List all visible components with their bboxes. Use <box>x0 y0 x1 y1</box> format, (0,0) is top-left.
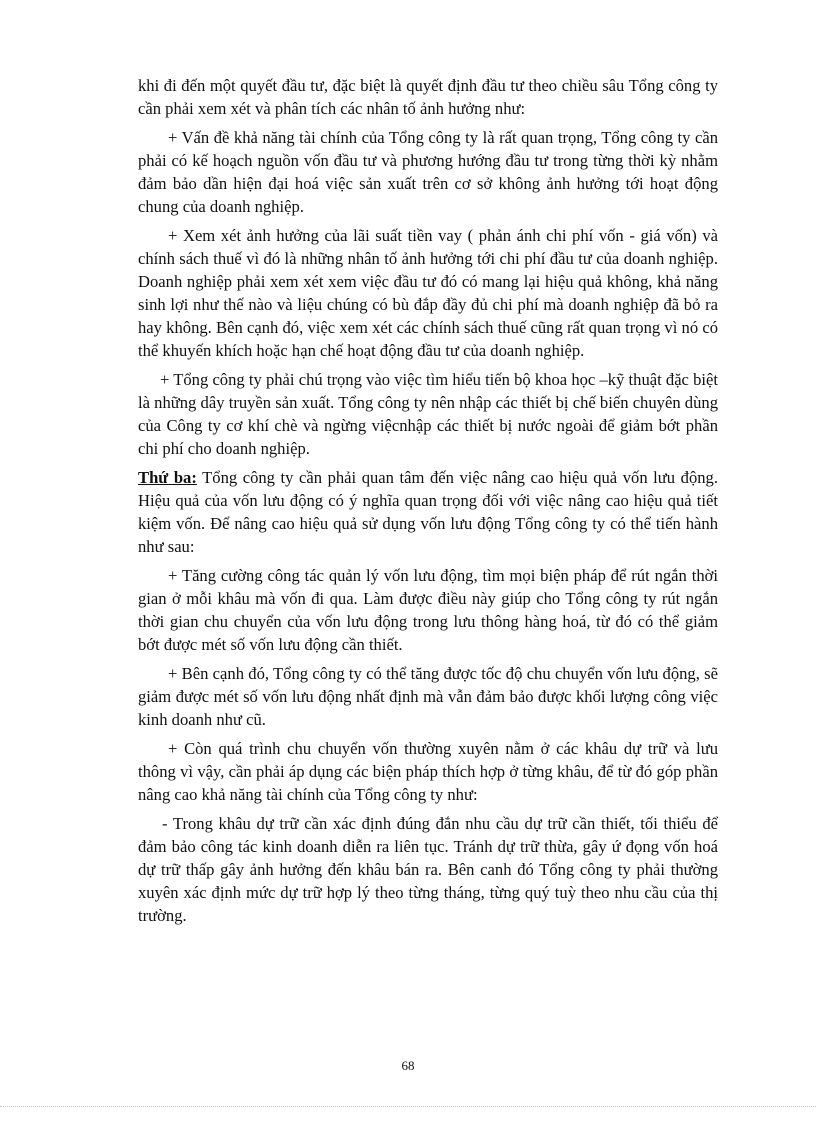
paragraph-capital-management: + Tăng cường công tác quản lý vốn lưu động, tìm mọi biện pháp để rút ngắn thời gian ở mỗi khâu mà vốn đi qua. Làm được điều này giúp cho Tổng công ty rút ngắn thời gian chu chuyển của vốn lưu động trong lưu thông hàng hoá, từ đó có thể giảm bớt được mét số vốn lưu động cần thiết. <box>138 566 718 654</box>
paragraph-reserves: - Trong khâu dự trữ cần xác định đúng đắn nhu cầu dự trữ cần thiết, tối thiểu để đảm bảo công tác kinh doanh diễn ra liên tục. Tránh dự trữ thừa, gây ứ đọng vốn hoá dự trữ thấp gây ảnh hưởng đến khâu bán ra. Bên canh đó Tổng công ty phải thường xuyên xác định mức dự trữ hợp lý theo từng tháng, từng quý tuỳ theo nhu cầu của thị trường. <box>138 814 718 925</box>
document-body <box>138 74 718 933</box>
page-number: 68 <box>401 1058 415 1073</box>
page-bottom-border <box>0 1106 816 1107</box>
paragraph-technology: + Tổng công ty phải chú trọng vào việc tìm hiểu tiến bộ khoa học –kỹ thuật đặc biệt là những dây truyền sản xuất. Tổng công ty nên nhập các thiết bị chế biến chuyên dùng của Công ty cơ khí chè và ngừng việcnhập các thiết bị nước ngoài để giảm bớt phần chi phí cho doanh nghiệp. <box>138 370 718 458</box>
third-point-text: Tổng công ty cần phải quan tâm đến việc nâng cao hiệu quả vốn lưu động. Hiệu quả của vốn lưu động có ý nghĩa quan trọng đối với việc nâng cao hiệu quả tiết kiệm vốn. Để nâng cao hiệu quả sử dụng vốn lưu động Tổng công ty có thể tiến hành như sau: <box>138 468 718 556</box>
paragraph-intro: khi đi đến một quyết đầu tư, đặc biệt là quyết định đầu tư theo chiều sâu Tổng công ty cần phải xem xét và phân tích các nhân tố ảnh hưởng như: <box>138 76 718 118</box>
paragraph-financial-capacity: + Vấn đề khả năng tài chính của Tổng công ty là rất quan trọng, Tổng công ty cần phải có kế hoạch nguồn vốn đầu tư và phương hướng đầu tư trong từng thời kỳ nhằm đảm bảo dần hiện đại hoá việc sản xuất trên cơ sở không ảnh hưởng tới hoạt động chung của doanh nghiệp. <box>138 128 718 216</box>
paragraph-third-point <box>138 466 718 558</box>
paragraph-circulation: + Còn quá trình chu chuyển vốn thường xuyên nằm ở các khâu dự trữ và lưu thông vì vậy, cần phải áp dụng các biện pháp thích hợp ở từng khâu, để từ đó góp phần nâng cao khả năng tài chính của Tổng công ty như: <box>138 739 718 804</box>
third-point-heading: Thứ ba: <box>138 468 197 487</box>
paragraph-turnover-speed: + Bên cạnh đó, Tổng công ty có thể tăng được tốc độ chu chuyển vốn lưu động, sẽ giảm được mét số vốn lưu động nhất định mà vẫn đảm bảo được khối lượng công việc kinh doanh như cũ. <box>138 664 718 729</box>
paragraph-interest-rate: + Xem xét ảnh hưởng của lãi suất tiền vay ( phản ánh chi phí vốn - giá vốn) và chính sách thuế vì đó là những nhân tố ảnh hưởng tới chi phí đầu tư của doanh nghiệp. Doanh nghiệp phải xem xét xem việc đầu tư đó có mang lại hiệu quả không, khả năng sinh lợi như thế nào và liệu chúng có bù đắp đầy đủ chi phí mà doanh nghiệp đã bỏ ra hay không. Bên cạnh đó, việc xem xét các chính sách thuế cũng rất quan trọng vì nó có thể khuyến khích hoặc hạn chế hoạt động đầu tư của doanh nghiệp. <box>138 226 718 360</box>
